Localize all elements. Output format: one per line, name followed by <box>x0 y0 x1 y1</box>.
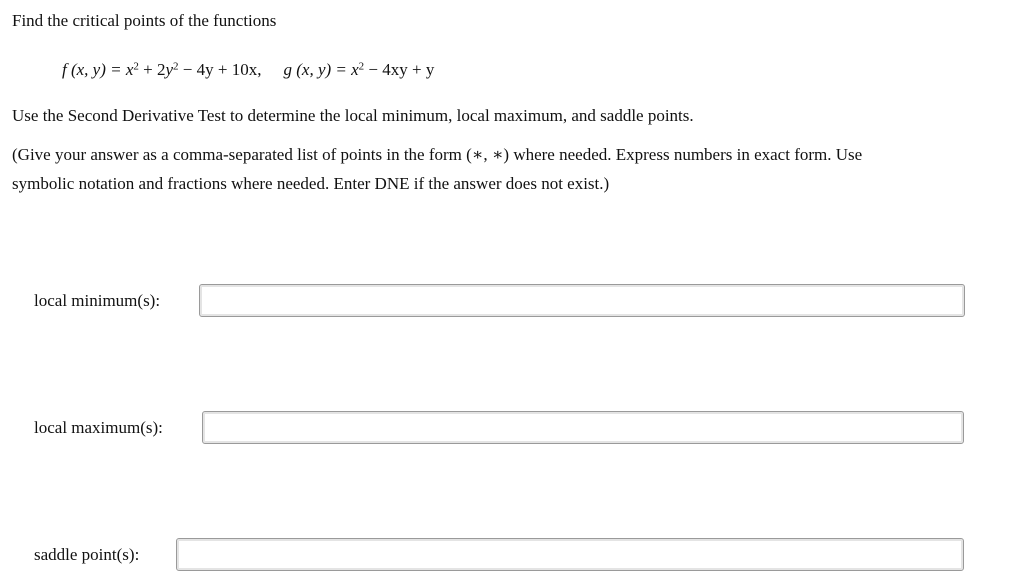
g-term-rest: − 4xy + y <box>364 60 435 79</box>
instruction-text: Use the Second Derivative Test to determine the local minimum, local maximum, and saddle points. <box>12 106 694 125</box>
local-maximum-input[interactable] <box>202 411 964 444</box>
format-instruction-line-2: symbolic notation and fractions where needed. Enter DNE if the answer does not exist.) <box>12 174 610 193</box>
g-exp-x: 2 <box>358 60 365 73</box>
format-instruction-line-1: (Give your answer as a comma-separated list of points in the form (∗, ∗) where needed. Express numbers in exact form. Use <box>12 145 863 164</box>
local-minimum-input[interactable] <box>199 284 965 317</box>
f-exp-x: 2 <box>133 60 139 73</box>
problem-intro: Find the critical points of the functions <box>12 11 277 30</box>
saddle-points-label: saddle point(s): <box>34 545 140 564</box>
f-term-y: y <box>165 60 174 79</box>
f-exp-y: 2 <box>173 60 179 73</box>
f-term-x: x <box>125 60 134 79</box>
function-definitions <box>62 59 434 81</box>
f-lhs: f (x, y) = <box>62 60 126 79</box>
f-term-rest: − 4y + 10x, <box>178 60 262 79</box>
f-term-plus-2: + 2 <box>138 60 166 79</box>
g-lhs: g (x, y) = <box>283 60 352 79</box>
local-minimum-label: local minimum(s): <box>34 291 161 310</box>
saddle-points-input[interactable] <box>176 538 964 571</box>
local-maximum-label: local maximum(s): <box>34 418 163 437</box>
g-term-x: x <box>351 60 359 79</box>
